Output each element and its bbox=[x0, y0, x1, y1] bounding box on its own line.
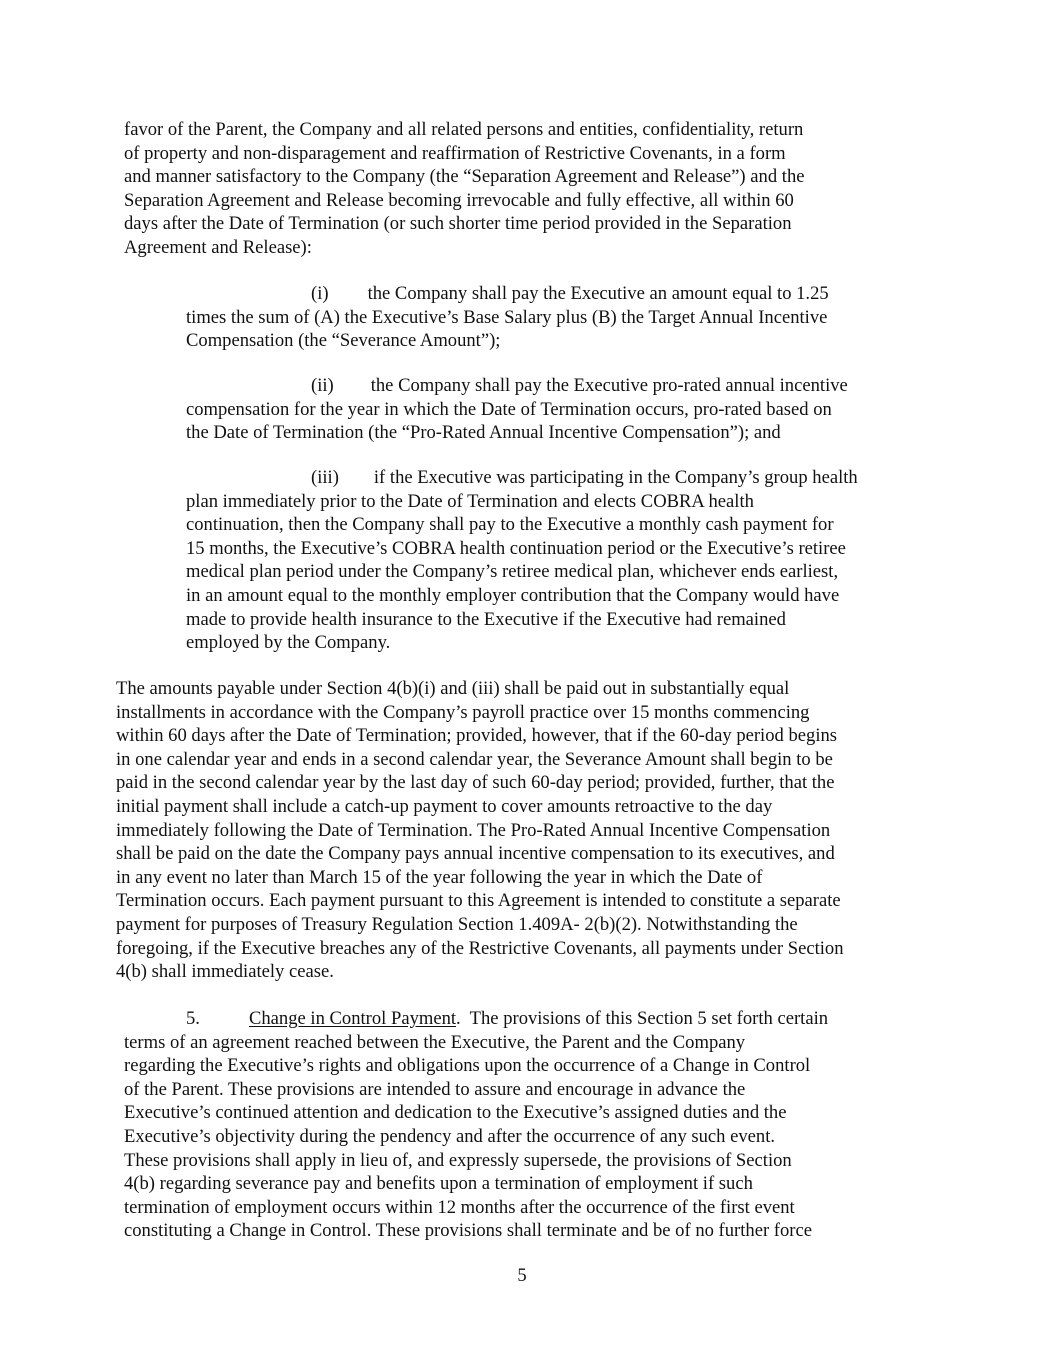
text-line: Executive’s continued attention and dedication to the Executive’s assigned duties and the bbox=[124, 1102, 787, 1124]
text-line: plan immediately prior to the Date of Termination and elects COBRA health bbox=[186, 490, 754, 512]
text-line: in any event no later than March 15 of the year following the year in which the Date of bbox=[116, 866, 763, 888]
text-line bbox=[186, 374, 848, 398]
text-line: of the Parent. These provisions are intended to assure and encourage in advance the bbox=[124, 1078, 746, 1100]
text-line bbox=[186, 466, 858, 490]
section-heading: Change in Control Payment bbox=[248, 1008, 457, 1029]
text-line: Agreement and Release): bbox=[124, 236, 312, 258]
intro-paragraph bbox=[124, 118, 805, 260]
item-marker: (iii) bbox=[311, 467, 339, 488]
section-5 bbox=[124, 1007, 828, 1243]
section-heading-suffix: . The provisions of this Section 5 set forth certain bbox=[456, 1008, 829, 1029]
text-line: foregoing, if the Executive breaches any of the Restrictive Covenants, all payments under Section bbox=[116, 937, 844, 959]
text-line bbox=[186, 282, 829, 306]
text-line: in one calendar year and ends in a second calendar year, the Severance Amount shall begin to be bbox=[116, 748, 833, 770]
item-text: the Company shall pay the Executive an amount equal to 1.25 bbox=[367, 283, 829, 304]
text-line: continuation, then the Company shall pay to the Executive a monthly cash payment for bbox=[186, 514, 834, 536]
text-line: constituting a Change in Control. These provisions shall terminate and be of no further force bbox=[124, 1220, 812, 1242]
list-item-iii bbox=[186, 466, 858, 655]
text-line: days after the Date of Termination (or such shorter time period provided in the Separation bbox=[124, 213, 792, 235]
text-line: in an amount equal to the monthly employer contribution that the Company would have bbox=[186, 584, 840, 606]
amounts-paragraph bbox=[116, 677, 844, 984]
item-text: the Company shall pay the Executive pro-rated annual incentive bbox=[370, 375, 848, 396]
text-line: shall be paid on the date the Company pays annual incentive compensation to its executives, and bbox=[116, 843, 835, 865]
text-line: Compensation (the “Severance Amount”); bbox=[186, 330, 501, 352]
text-line: These provisions shall apply in lieu of, and expressly supersede, the provisions of Section bbox=[124, 1149, 792, 1171]
text-line: made to provide health insurance to the Executive if the Executive had remained bbox=[186, 608, 786, 630]
text-line bbox=[124, 1007, 828, 1031]
text-line: 4(b) shall immediately cease. bbox=[116, 961, 334, 983]
text-line: favor of the Parent, the Company and all related persons and entities, confidentiality, return bbox=[124, 119, 804, 140]
section-number: 5. bbox=[186, 1008, 200, 1029]
text-line: The amounts payable under Section 4(b)(i) and (iii) shall be paid out in substantially equal bbox=[116, 678, 790, 699]
text-line: compensation for the year in which the Date of Termination occurs, pro-rated based on bbox=[186, 398, 832, 420]
item-marker: (i) bbox=[311, 283, 329, 304]
text-line: Executive’s objectivity during the pendency and after the occurrence of any such event. bbox=[124, 1125, 776, 1147]
text-line: terms of an agreement reached between the Executive, the Parent and the Company bbox=[124, 1031, 746, 1053]
text-line: initial payment shall include a catch-up payment to cover amounts retroactive to the day bbox=[116, 795, 773, 817]
page-number: 5 bbox=[517, 1265, 527, 1286]
item-text: if the Executive was participating in the Company’s group health bbox=[373, 467, 858, 488]
text-line: installments in accordance with the Company’s payroll practice over 15 months commencing bbox=[116, 701, 810, 723]
text-line: immediately following the Date of Termination. The Pro-Rated Annual Incentive Compensation bbox=[116, 819, 831, 841]
text-line: Termination occurs. Each payment pursuant to this Agreement is intended to constitute a separate bbox=[116, 890, 841, 912]
list-item-i bbox=[186, 282, 829, 353]
list-item-ii bbox=[186, 374, 848, 445]
text-line: payment for purposes of Treasury Regulation Section 1.409A- 2(b)(2). Notwithstanding the bbox=[116, 913, 798, 935]
text-line: employed by the Company. bbox=[186, 632, 391, 654]
text-line: Separation Agreement and Release becoming irrevocable and fully effective, all within 60 bbox=[124, 189, 794, 211]
text-line: 15 months, the Executive’s COBRA health continuation period or the Executive’s retiree bbox=[186, 537, 846, 559]
item-marker: (ii) bbox=[311, 375, 334, 396]
text-line: regarding the Executive’s rights and obligations upon the occurrence of a Change in Control bbox=[124, 1055, 811, 1077]
text-line: the Date of Termination (the “Pro-Rated Annual Incentive Compensation”); and bbox=[186, 422, 781, 444]
text-line: within 60 days after the Date of Termination; provided, however, that if the 60-day period begins bbox=[116, 725, 838, 747]
text-line: times the sum of (A) the Executive’s Base Salary plus (B) the Target Annual Incentive bbox=[186, 306, 828, 328]
text-line: and manner satisfactory to the Company (the “Separation Agreement and Release”) and the bbox=[124, 166, 805, 188]
text-line: termination of employment occurs within 12 months after the occurrence of the first event bbox=[124, 1196, 795, 1218]
text-line: 4(b) regarding severance pay and benefits upon a termination of employment if such bbox=[124, 1173, 753, 1195]
text-line: paid in the second calendar year by the last day of such 60-day period; provided, further, that the bbox=[116, 772, 835, 794]
text-line: of property and non-disparagement and reaffirmation of Restrictive Covenants, in a form bbox=[124, 142, 786, 164]
text-line: medical plan period under the Company’s retiree medical plan, whichever ends earliest, bbox=[186, 561, 839, 583]
